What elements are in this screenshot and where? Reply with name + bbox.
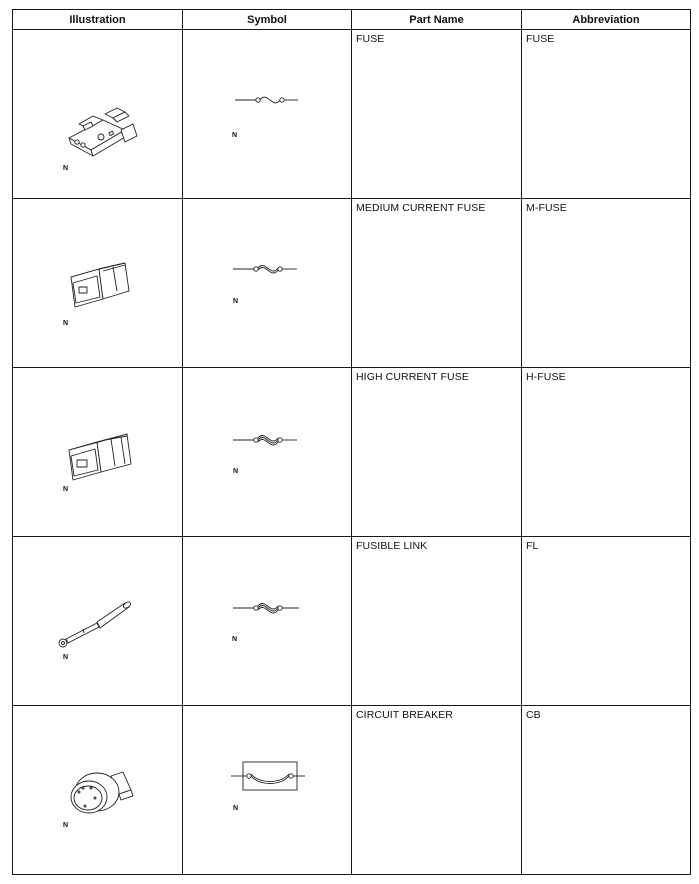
abbreviation-cell — [522, 368, 691, 537]
abbreviation-cell — [522, 199, 691, 368]
table-row — [13, 537, 691, 706]
svg-text:N: N — [63, 486, 69, 493]
header-row — [13, 10, 691, 30]
symbol-cell — [183, 30, 352, 199]
part-name: MEDIUM CURRENT FUSE — [356, 202, 486, 214]
blade-fuse-icon — [13, 30, 182, 198]
abbreviation: H-FUSE — [526, 371, 566, 383]
svg-text:N: N — [233, 298, 239, 305]
fusible-link-icon — [13, 537, 182, 705]
illustration-cell — [13, 537, 183, 706]
fuse-symbol-icon — [183, 30, 351, 198]
abbreviation: FUSE — [526, 33, 555, 45]
part-name: HIGH CURRENT FUSE — [356, 371, 469, 383]
part-name-cell — [352, 30, 522, 199]
illustration-cell — [13, 30, 183, 199]
svg-text:N: N — [63, 654, 69, 661]
svg-text:N: N — [233, 805, 239, 812]
medium-current-fuse-icon — [13, 199, 182, 367]
abbreviation-cell — [522, 537, 691, 706]
abbreviation-cell — [522, 30, 691, 199]
illustration-cell — [13, 368, 183, 537]
svg-text:N: N — [63, 320, 69, 327]
symbol-cell — [183, 537, 352, 706]
part-name: FUSE — [356, 33, 385, 45]
table-row — [13, 368, 691, 537]
high-current-fuse-icon — [13, 368, 182, 536]
parts-table-sheet — [12, 9, 688, 875]
svg-text:N: N — [63, 165, 69, 172]
part-name-cell — [352, 199, 522, 368]
illustration-cell — [13, 706, 183, 875]
fusible-link-symbol-icon — [183, 537, 351, 705]
table-row — [13, 706, 691, 875]
abbreviation: FL — [526, 540, 539, 552]
svg-text:N: N — [63, 822, 69, 829]
part-name: FUSIBLE LINK — [356, 540, 428, 552]
illustration-cell — [13, 199, 183, 368]
svg-text:N: N — [232, 636, 238, 643]
medium-current-fuse-symbol-icon — [183, 199, 351, 367]
header-part-name: Part Name — [352, 10, 522, 30]
header-abbreviation: Abbreviation — [522, 10, 691, 30]
part-name: CIRCUIT BREAKER — [356, 709, 453, 721]
high-current-fuse-symbol-icon — [183, 368, 351, 536]
abbreviation: M-FUSE — [526, 202, 567, 214]
abbreviation: CB — [526, 709, 541, 721]
part-name-cell — [352, 706, 522, 875]
table-row — [13, 30, 691, 199]
part-name-cell — [352, 537, 522, 706]
circuit-breaker-symbol-icon — [183, 706, 351, 874]
svg-text:N: N — [232, 132, 238, 139]
header-symbol: Symbol — [183, 10, 352, 30]
symbol-cell — [183, 706, 352, 875]
symbol-cell — [183, 368, 352, 537]
svg-text:N: N — [233, 468, 239, 475]
table-row — [13, 199, 691, 368]
abbreviation-cell — [522, 706, 691, 875]
symbol-cell — [183, 199, 352, 368]
parts-table — [12, 9, 691, 875]
part-name-cell — [352, 368, 522, 537]
header-illustration: Illustration — [13, 10, 183, 30]
circuit-breaker-icon — [13, 706, 182, 874]
